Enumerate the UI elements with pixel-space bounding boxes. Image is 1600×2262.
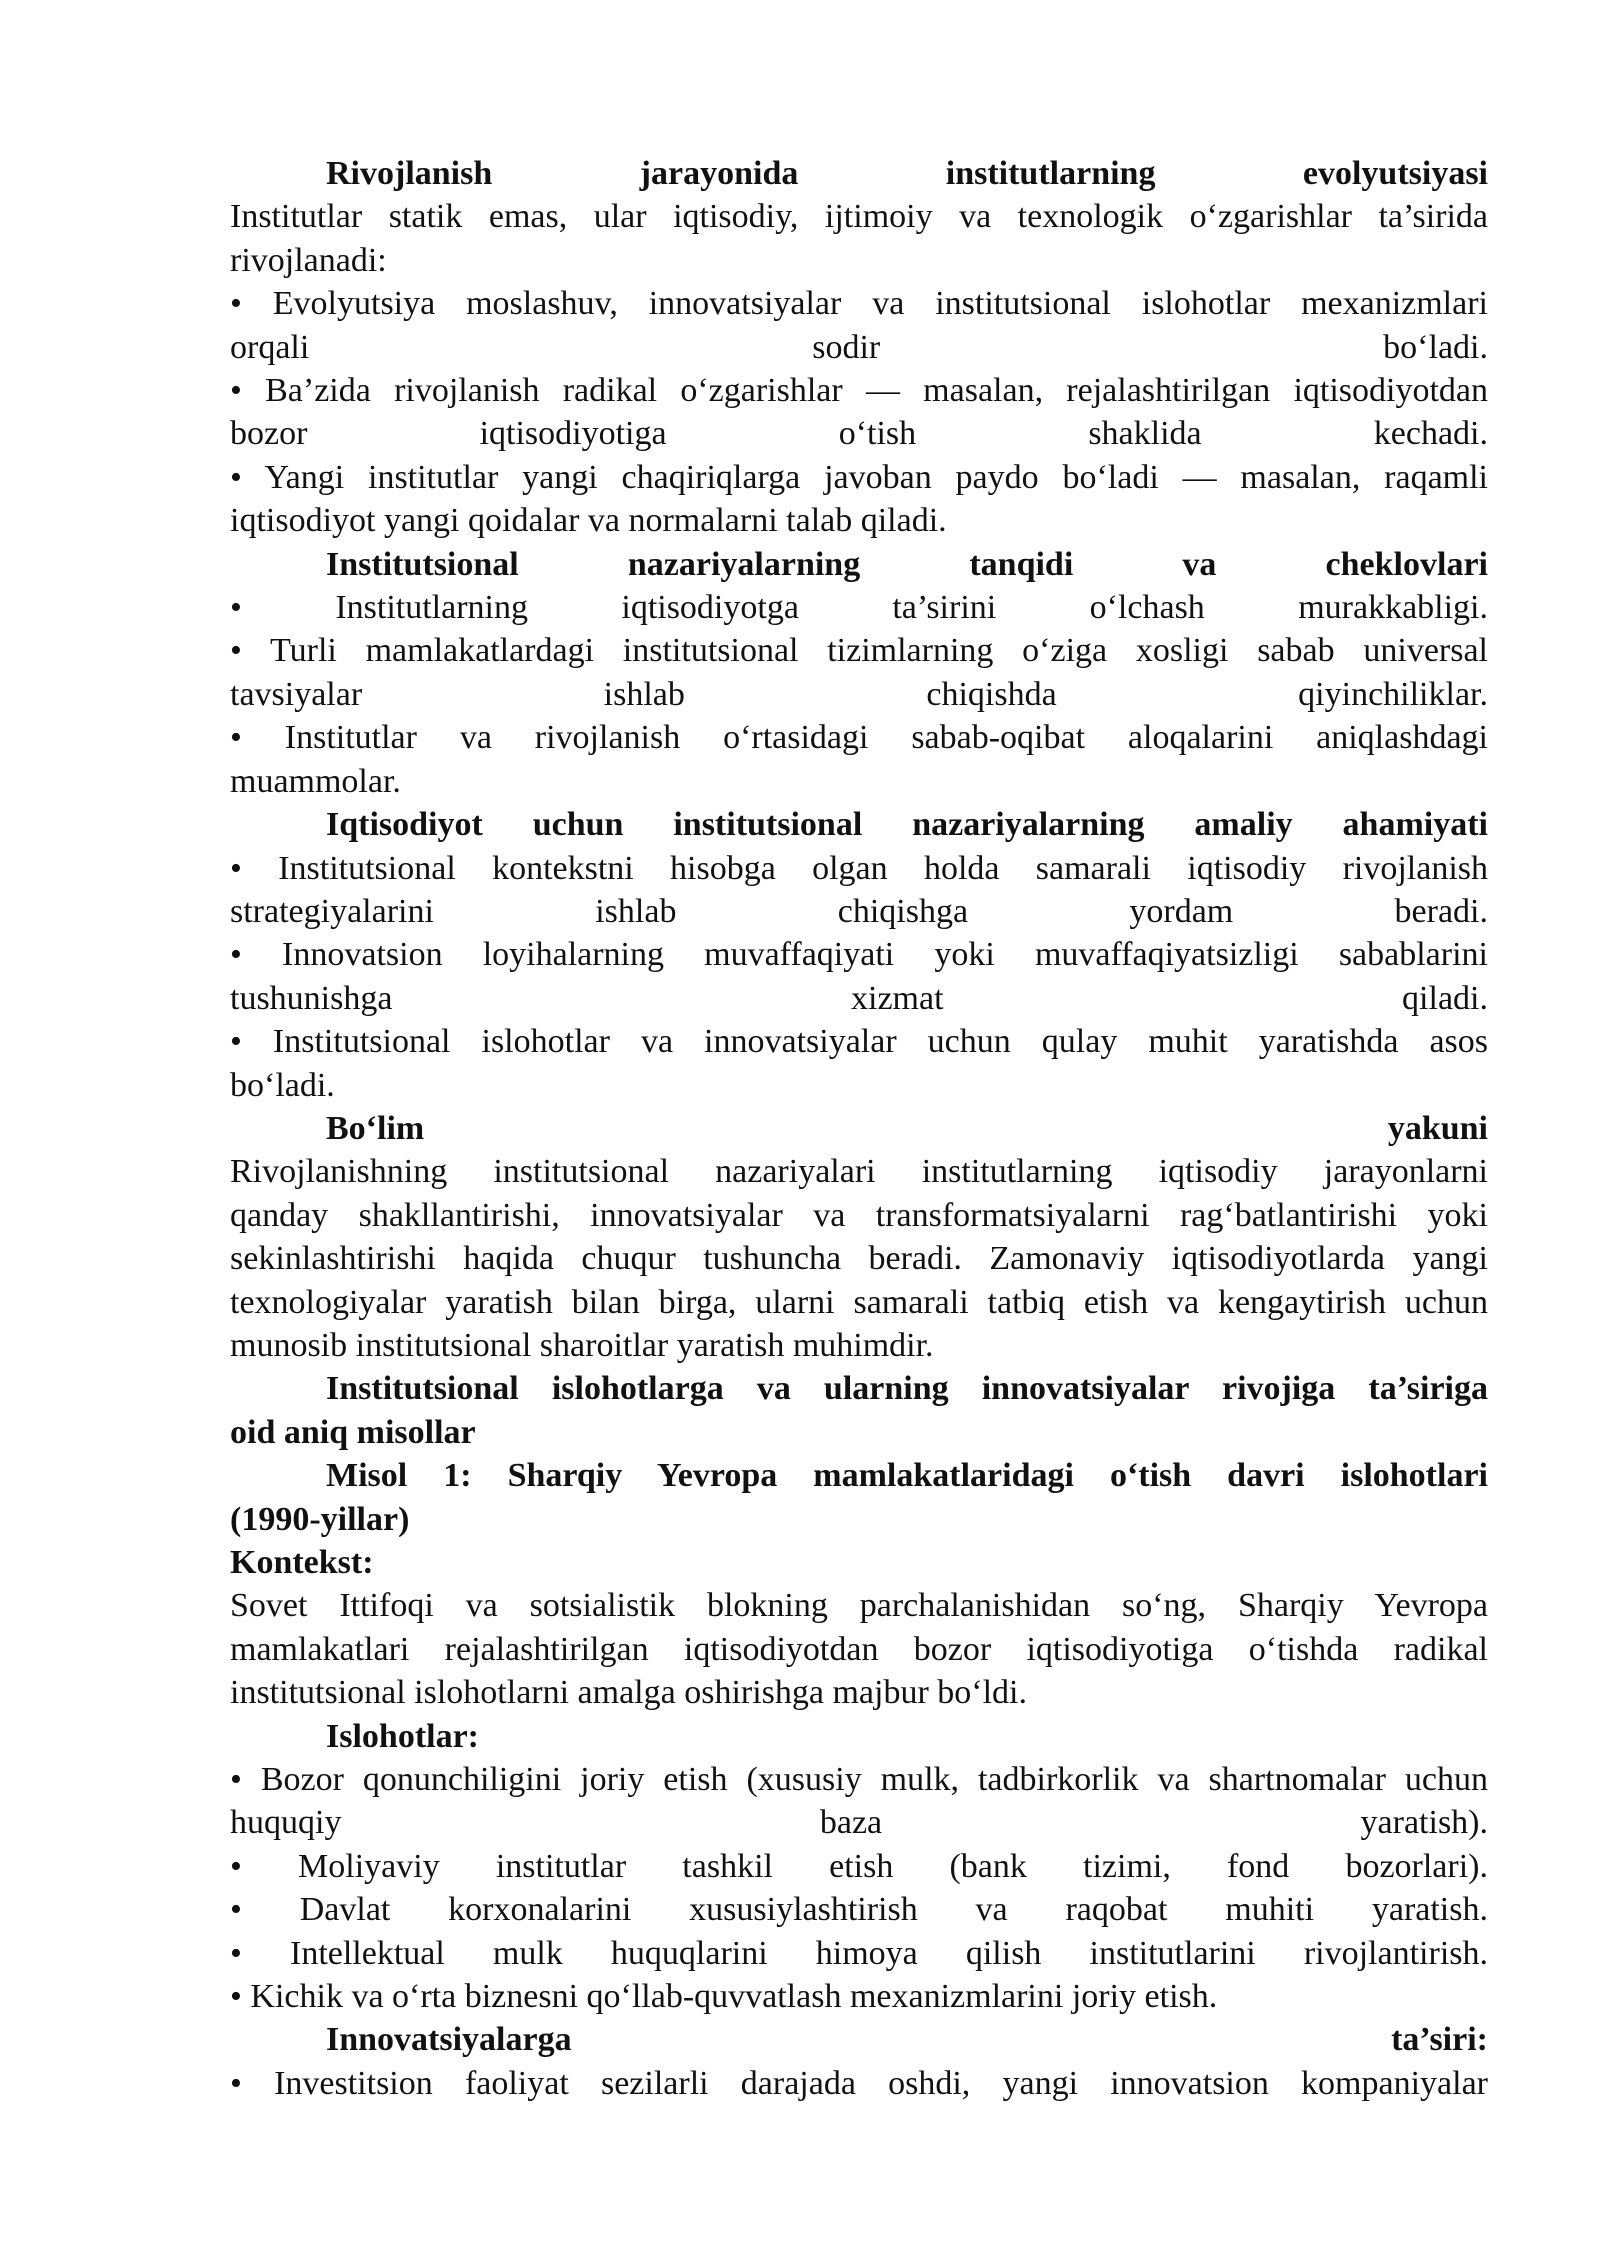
text-line: muammolar.: [230, 762, 401, 800]
heading-line: Rivojlanish jarayonida institutlarning evolyutsiyasi: [326, 155, 1488, 192]
text-line: rivojlanadi:: [230, 241, 387, 279]
text-line: • Moliyaviy institutlar tashkil etish (bank tizimi, fond bozorlari).: [230, 1847, 1488, 1885]
heading-line: Institutsional nazariyalarning tanqidi va cheklovlari: [326, 545, 1488, 583]
text-line: • Kichik va o‘rta biznesni qo‘llab-quvvatlash mexanizmlarini joriy etish.: [230, 1978, 1218, 2016]
heading-line: Kontekst:: [230, 1544, 374, 1581]
text-line: • Investitsion faoliyat sezilarli darajada oshdi, yangi innovatsion kompaniyalar: [230, 2064, 1488, 2102]
text-line: iqtisodiyot yangi qoidalar va normalarni talab qiladi.: [230, 502, 947, 540]
text-line: texnologiyalar yaratish bilan birga, ularni samarali tatbiq etish va kengaytirish uchun: [230, 1283, 1488, 1321]
text-line: Rivojlanishning institutsional nazariyalari institutlarning iqtisodiy jarayonlarni: [230, 1153, 1488, 1191]
heading-line: Islohotlar:: [326, 1717, 479, 1755]
text-line: munosib institutsional sharoitlar yaratish muhimdir.: [230, 1326, 934, 1364]
heading-line: oid aniq misollar: [230, 1413, 476, 1451]
heading-line: Bo‘lim yakuni: [326, 1109, 1488, 1147]
heading-line: (1990-yillar): [230, 1500, 410, 1538]
text-line: • Institutsional kontekstni hisobga olgan holda samarali iqtisodiy rivojlanish: [230, 849, 1488, 887]
heading-line: Innovatsiyalarga ta’siri:: [326, 2021, 1488, 2059]
text-line: • Institutsional islohotlar va innovatsiyalar uchun qulay muhit yaratishda asos: [230, 1023, 1488, 1061]
text-line: • Davlat korxonalarini xususiylashtirish va raqobat muhiti yaratish.: [230, 1891, 1488, 1929]
text-line: orqali sodir bo‘ladi.: [230, 328, 1488, 366]
text-line: Sovet Ittifoqi va sotsialistik blokning parchalanishidan so‘ng, Sharqiy Yevropa: [230, 1587, 1488, 1625]
text-line: strategiyalarini ishlab chiqishga yordam beradi.: [230, 892, 1488, 930]
text-line: • Institutlar va rivojlanish o‘rtasidagi sabab-oqibat aloqalarini aniqlashdagi: [230, 719, 1488, 757]
text-line: • Evolyutsiya moslashuv, innovatsiyalar va institutsional islohotlar mexanizmlari: [230, 285, 1488, 323]
text-line: bozor iqtisodiyotiga o‘tish shaklida kechadi.: [230, 415, 1488, 453]
text-line: huquqiy baza yaratish).: [230, 1804, 1488, 1842]
text-line: mamlakatlari rejalashtirilgan iqtisodiyotdan bozor iqtisodiyotiga o‘tishda radikal: [230, 1630, 1488, 1668]
text-line: institutsional islohotlarni amalga oshirishga majbur bo‘ldi.: [230, 1674, 1028, 1712]
text-line: qanday shakllantirishi, innovatsiyalar va transformatsiyalarni rag‘batlantirishi yoki: [230, 1196, 1488, 1234]
text-line: • Yangi institutlar yangi chaqiriqlarga javoban paydo bo‘ladi — masalan, raqamli: [230, 458, 1488, 496]
text-line: bo‘ladi.: [230, 1066, 335, 1104]
heading-line: Misol 1: Sharqiy Yevropa mamlakatlaridagi o‘tish davri islohotlari: [326, 1457, 1488, 1495]
text-line: • Innovatsion loyihalarning muvaffaqiyati yoki muvaffaqiyatsizligi sabablarini: [230, 936, 1488, 974]
document-body: [230, 152, 1488, 2105]
heading-line: Institutsional islohotlarga va ularning innovatsiyalar rivojiga ta’siriga: [326, 1370, 1488, 1408]
heading-line: Iqtisodiyot uchun institutsional nazariyalarning amaliy ahamiyati: [326, 806, 1488, 844]
text-line: • Ba’zida rivojlanish radikal o‘zgarishlar — masalan, rejalashtirilgan iqtisodiyotdan: [230, 372, 1488, 410]
text-line: Institutlar statik emas, ular iqtisodiy, ijtimoiy va texnologik o‘zgarishlar ta’sirida: [230, 198, 1488, 236]
text-line: • Institutlarning iqtisodiyotga ta’sirini o‘lchash murakkabligi.: [230, 589, 1488, 627]
text-line: • Bozor qonunchiligini joriy etish (xususiy mulk, tadbirkorlik va shartnomalar uchun: [230, 1761, 1488, 1799]
text-line: • Intellektual mulk huquqlarini himoya qilish institutlarini rivojlantirish.: [230, 1934, 1488, 1972]
text-line: sekinlashtirishi haqida chuqur tushuncha beradi. Zamonaviy iqtisodiyotlarda yangi: [230, 1240, 1488, 1278]
text-line: tushunishga xizmat qiladi.: [230, 979, 1488, 1017]
text-line: tavsiyalar ishlab chiqishda qiyinchiliklar.: [230, 675, 1488, 713]
text-line: • Turli mamlakatlardagi institutsional tizimlarning o‘ziga xosligi sabab universal: [230, 632, 1488, 670]
